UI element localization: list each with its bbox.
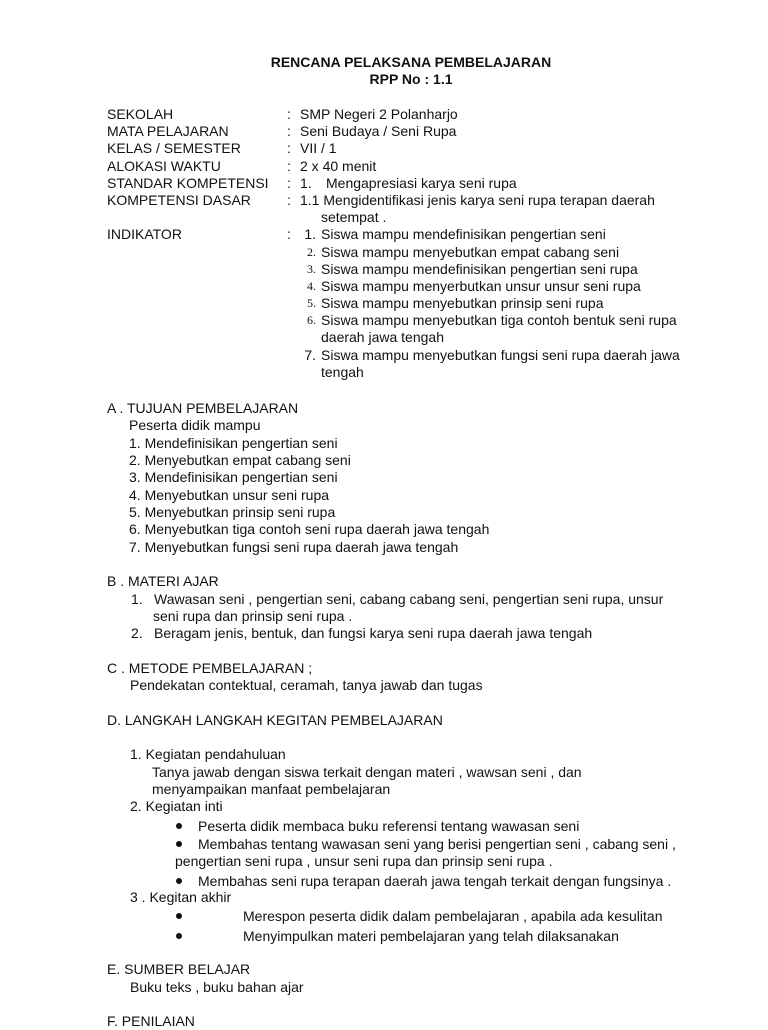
sk-number: 1. bbox=[300, 174, 312, 191]
colon: : bbox=[287, 140, 291, 157]
indikator-text: Siswa mampu menyebutkan prinsip seni rupa bbox=[321, 295, 604, 312]
pendahuluan-title: 1. Kegiatan pendahuluan bbox=[130, 746, 286, 762]
mapel-label: MATA PELAJARAN bbox=[107, 123, 229, 140]
kd-row bbox=[107, 192, 727, 209]
indikator-label: INDIKATOR bbox=[107, 226, 182, 243]
kelas-row bbox=[107, 140, 727, 157]
indikator-number: 7. bbox=[304, 346, 316, 363]
sk-row bbox=[107, 175, 727, 192]
indikator-continuation bbox=[107, 364, 727, 381]
colon: : bbox=[287, 106, 291, 122]
inti-bullet-text: Membahas tentang wawasan seni yang berisi pengertian seni , cabang seni , bbox=[198, 836, 676, 852]
kd-value-cont: setempat . bbox=[321, 209, 387, 226]
tujuan-item: 4. Menyebutkan unsur seni rupa bbox=[129, 487, 330, 503]
kd-label: KOMPETENSI DASAR bbox=[107, 191, 251, 208]
indikator-row bbox=[107, 244, 727, 261]
colon: : bbox=[287, 226, 291, 243]
akhir-title: 3 . Kegitan akhir bbox=[130, 889, 232, 905]
document-title: RENCANA PELAKSANA PEMBELAJARAN bbox=[270, 54, 552, 70]
tujuan-item: 3. Mendefinisikan pengertian seni bbox=[129, 469, 338, 485]
inti-bullet-text-cont: pengertian seni rupa , unsur seni rupa dan prinsip seni rupa . bbox=[175, 853, 553, 869]
indikator-row bbox=[107, 226, 727, 243]
mapel-value: Seni Budaya / Seni Rupa bbox=[300, 123, 457, 140]
indikator-text-cont: tengah bbox=[321, 363, 364, 380]
akhir-bullet-text: Menyimpulkan materi pembelajaran yang telah dilaksanakan bbox=[243, 928, 619, 944]
identity-block bbox=[107, 106, 727, 381]
indikator-row bbox=[107, 312, 727, 329]
indikator-number: 2. bbox=[307, 244, 316, 259]
materi-text: Wawasan seni , pengertian seni, cabang cabang seni, pengertian seni rupa, unsur bbox=[154, 591, 664, 607]
tujuan-item: 2. Menyebutkan empat cabang seni bbox=[129, 452, 351, 468]
tujuan-item: 7. Menyebutkan fungsi seni rupa daerah jawa tengah bbox=[129, 539, 459, 555]
indikator-number: 4. bbox=[307, 278, 316, 293]
bullet-icon bbox=[176, 913, 182, 919]
sekolah-label: SEKOLAH bbox=[107, 106, 174, 122]
indikator-number: 6. bbox=[307, 313, 316, 328]
indikator-text: Siswa mampu menyebutkan tiga contoh bentuk seni rupa bbox=[321, 312, 677, 329]
indikator-text: Siswa mampu menyerbutkan unsur unsur seni rupa bbox=[321, 277, 641, 294]
tujuan-item: 6. Menyebutkan tiga contoh seni rupa daerah jawa tengah bbox=[129, 521, 490, 537]
indikator-number: 1. bbox=[304, 226, 316, 243]
sumber-text: Buku teks , buku bahan ajar bbox=[130, 979, 304, 995]
indikator-text: Siswa mampu mendefinisikan pengertian seni bbox=[321, 226, 606, 243]
indikator-text: Siswa mampu menyebutkan fungsi seni rupa daerah jawa bbox=[321, 346, 680, 363]
akhir-bullet-text: Merespon peserta didik dalam pembelajaran , apabila ada kesulitan bbox=[243, 908, 663, 924]
materi-heading: B . MATERI AJAR bbox=[107, 573, 219, 589]
materi-text-cont: seni rupa dan prinsip seni rupa . bbox=[153, 608, 353, 624]
materi-text: Beragam jenis, bentuk, dan fungsi karya seni rupa daerah jawa tengah bbox=[154, 625, 593, 641]
sekolah-row bbox=[107, 106, 727, 123]
metode-heading: C . METODE PEMBELAJARAN ; bbox=[107, 660, 313, 676]
sk-value: Mengapresiasi karya seni rupa bbox=[326, 174, 517, 191]
indikator-row bbox=[107, 278, 727, 295]
colon: : bbox=[287, 157, 291, 174]
indikator-number: 3. bbox=[307, 261, 316, 276]
inti-bullet-item bbox=[176, 873, 671, 890]
pendahuluan-text: Tanya jawab dengan siswa terkait dengan materi , wawsan seni , dan bbox=[152, 764, 582, 780]
mapel-row bbox=[107, 123, 727, 140]
sekolah-value: SMP Negeri 2 Polanharjo bbox=[300, 106, 458, 122]
metode-text: Pendekatan contektual, ceramah, tanya jawab dan tugas bbox=[130, 677, 483, 693]
indikator-continuation bbox=[107, 329, 727, 346]
kd-value: 1.1 Mengidentifikasi jenis karya seni rupa terapan daerah bbox=[300, 191, 655, 208]
tujuan-intro: Peserta didik mampu bbox=[129, 417, 261, 433]
sk-label: STANDAR KOMPETENSI bbox=[107, 174, 269, 191]
akhir-bullet-item bbox=[176, 908, 662, 925]
indikator-row bbox=[107, 295, 727, 312]
indikator-text: Siswa mampu mendefinisikan pengertian seni rupa bbox=[321, 260, 638, 277]
colon: : bbox=[287, 174, 291, 191]
sumber-heading: E. SUMBER BELAJAR bbox=[107, 961, 251, 977]
kd-continuation bbox=[107, 209, 727, 226]
inti-bullet-text: Membahas seni rupa terapan daerah jawa tengah terkait dengan fungsinya . bbox=[198, 873, 672, 889]
inti-bullet-text: Peserta didik membaca buku referensi tentang wawasan seni bbox=[198, 818, 580, 834]
bullet-icon bbox=[176, 933, 182, 939]
akhir-bullet-item bbox=[176, 928, 619, 945]
materi-number: 1. bbox=[131, 591, 143, 607]
tujuan-heading: A . TUJUAN PEMBELAJARAN bbox=[107, 400, 299, 416]
penilaian-heading: F. PENILAIAN bbox=[107, 1013, 195, 1029]
colon: : bbox=[287, 123, 291, 140]
inti-bullet-item bbox=[176, 836, 676, 853]
langkah-heading: D. LANGKAH LANGKAH KEGITAN PEMBELAJARAN bbox=[107, 712, 443, 728]
materi-number: 2. bbox=[131, 625, 143, 641]
waktu-value: 2 x 40 menit bbox=[300, 157, 377, 174]
waktu-row bbox=[107, 158, 727, 175]
kelas-label: KELAS / SEMESTER bbox=[107, 140, 241, 157]
kelas-value: VII / 1 bbox=[300, 140, 337, 157]
rpp-number: RPP No : 1.1 bbox=[369, 71, 453, 87]
bullet-icon bbox=[176, 823, 182, 829]
bullet-icon bbox=[176, 878, 182, 884]
inti-title: 2. Kegiatan inti bbox=[130, 798, 223, 814]
colon: : bbox=[287, 191, 291, 208]
waktu-label: ALOKASI WAKTU bbox=[107, 157, 221, 174]
inti-bullet-item bbox=[176, 818, 579, 835]
indikator-text: Siswa mampu menyebutkan empat cabang seni bbox=[321, 243, 620, 260]
indikator-row bbox=[107, 347, 727, 364]
indikator-text-cont: daerah jawa tengah bbox=[321, 329, 444, 346]
indikator-row bbox=[107, 261, 727, 278]
indikator-number: 5. bbox=[307, 296, 316, 311]
pendahuluan-text-cont: menyampaikan manfaat pembelajaran bbox=[152, 781, 391, 797]
tujuan-item: 5. Menyebutkan prinsip seni rupa bbox=[129, 504, 336, 520]
bullet-icon bbox=[176, 841, 182, 847]
tujuan-item: 1. Mendefinisikan pengertian seni bbox=[129, 435, 338, 451]
